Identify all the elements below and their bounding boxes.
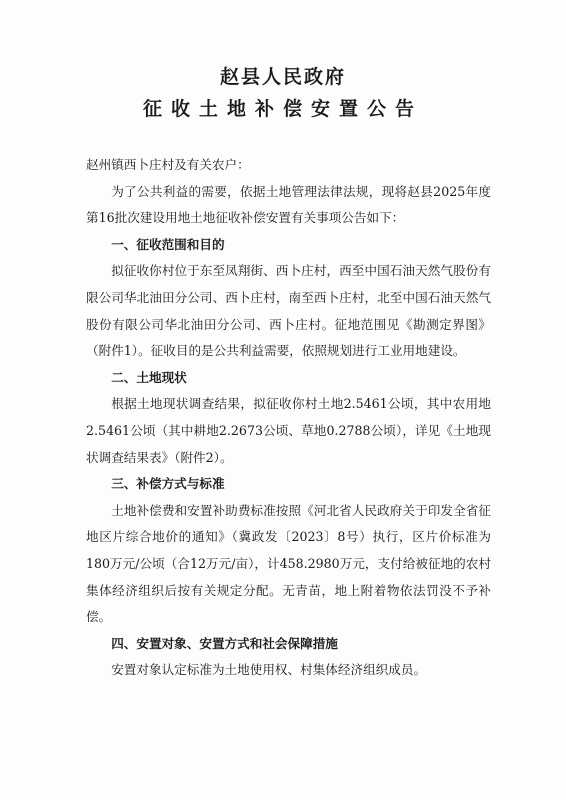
- salutation: 赵州镇西卜庄村及有关农户：: [86, 157, 250, 172]
- document-title: 征收土地补偿安置公告: [142, 98, 423, 120]
- section-paragraph-compensation: 土地补偿费和安置补助费标准按照《河北省人民政府关于印发全省征地区片综合地价的通知》（冀政发〔2023〕8号）执行，区片价标准为180万元/公顷（合12万元/亩），计458.2980万元，支付给被征地的农村集体经济组织后按有关规定分配。无青苗，地上附着物依法罚没不予补偿。: [86, 502, 491, 625]
- section-heading-compensation: 三、补偿方式与标准: [111, 476, 225, 492]
- section-heading-land-status: 二、土地现状: [111, 369, 187, 385]
- intro-paragraph: 为了公共利益的需要，依据土地管理法律法规，现将赵县2025年度第16批次建设用地土地征收补偿安置有关事项公告如下：: [86, 183, 491, 226]
- document-body: [86, 152, 491, 684]
- section-heading-scope: 一、征收范围和目的: [111, 236, 225, 252]
- section-paragraph-resettlement: 安置对象认定标准为土地使用权、村集体经济组织成员。: [111, 662, 427, 678]
- section-heading-resettlement: 四、安置对象、安置方式和社会保障措施: [111, 635, 338, 651]
- section-paragraph-land-status: 根据土地现状调查结果，拟征收你村土地2.5461公顷，其中农用地2.5461公顷（其中耕地2.2673公顷、草地0.2788公顷），详见《土地现状调查结果表》（附件2）。: [86, 396, 491, 465]
- section-paragraph-scope: 拟征收你村位于东至凤翔街、西卜庄村，西至中国石油天然气股份有限公司华北油田分公司、西卜庄村，南至西卜庄村，北至中国石油天然气股份有限公司华北油田分公司、西卜庄村。征地范围见《勘测定界图》（附件1）。征收目的是公共利益需要，依照规划进行工业用地建设。: [86, 263, 491, 359]
- document-title-issuer: 赵县人民政府: [219, 66, 346, 88]
